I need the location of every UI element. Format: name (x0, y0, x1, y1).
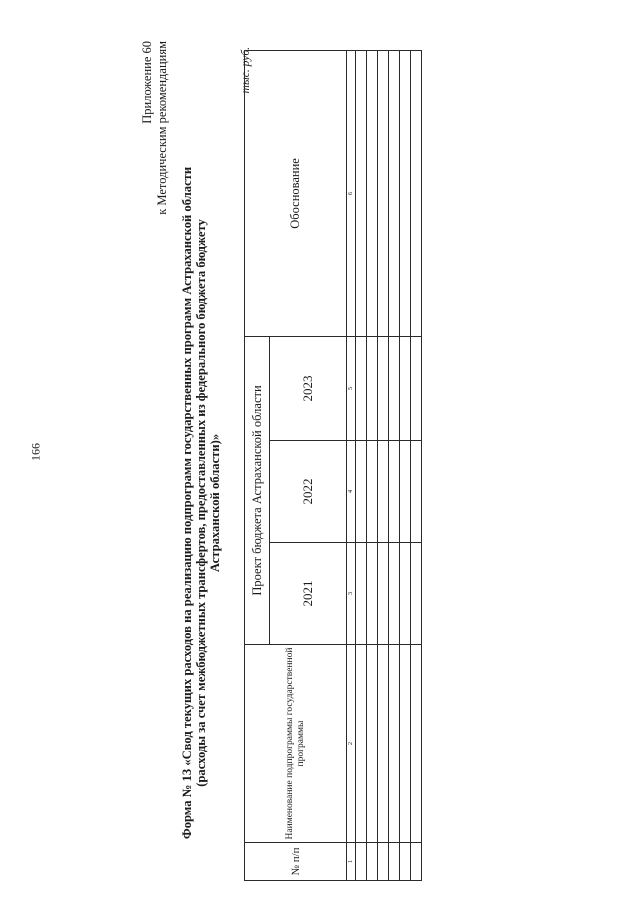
table-cell (411, 441, 422, 543)
table-row (367, 50, 378, 880)
column-number: 1 (347, 843, 356, 881)
table-cell (400, 843, 411, 881)
column-number: 4 (347, 441, 356, 543)
form-title-line-2: (расходы за счет межбюджетных трансфертов, предоставленных из федерального бюджета бюджету (194, 219, 208, 787)
column-number: 6 (347, 50, 356, 336)
appendix-note (140, 41, 170, 215)
table-cell (411, 843, 422, 881)
table-cell (411, 50, 422, 336)
table-cell (356, 843, 367, 881)
table-row (356, 50, 367, 880)
page-number: 166 (28, 443, 43, 461)
table-cell (400, 50, 411, 336)
table-cell (367, 336, 378, 440)
table-cell (400, 336, 411, 440)
table-row (389, 50, 400, 880)
table-cell (356, 543, 367, 645)
header-year-2022: 2022 (270, 441, 347, 543)
header-year-2021: 2021 (270, 543, 347, 645)
table-cell (356, 645, 367, 843)
appendix-subtitle: к Методическим рекомендациям (155, 41, 169, 215)
table-cell (378, 843, 389, 881)
rotated-content (140, 33, 420, 893)
table-cell (367, 543, 378, 645)
header-year-2023: 2023 (270, 336, 347, 440)
table-cell (356, 50, 367, 336)
table-cell (378, 543, 389, 645)
table-cell (367, 843, 378, 881)
table-cell (378, 645, 389, 843)
table-cell (400, 441, 411, 543)
table-row (411, 50, 422, 880)
budget-table (244, 50, 422, 881)
table-cell (389, 843, 400, 881)
table-body (356, 50, 422, 880)
header-budget-group: Проект бюджета Астраханской области (245, 336, 270, 644)
column-number: 2 (347, 645, 356, 843)
appendix-title: Приложение 60 (140, 41, 154, 124)
table-cell (389, 441, 400, 543)
table-cell (400, 543, 411, 645)
table-cell (389, 336, 400, 440)
header-subprogram-name: Наименование подпрограммы государственной программы (245, 645, 347, 843)
table-cell (378, 50, 389, 336)
table-cell (367, 50, 378, 336)
table-row (378, 50, 389, 880)
table-cell (356, 336, 367, 440)
column-number-row (347, 50, 356, 880)
table-cell (367, 441, 378, 543)
column-number: 3 (347, 543, 356, 645)
table-row (400, 50, 411, 880)
table-cell (411, 543, 422, 645)
table-cell (389, 50, 400, 336)
units-label: тыс. руб. (240, 47, 252, 94)
header-row-number: № п/п (245, 843, 347, 881)
column-number: 5 (347, 336, 356, 440)
form-title-line-3: Астраханской области)» (208, 433, 222, 573)
table-cell (411, 645, 422, 843)
table-cell (356, 441, 367, 543)
table-cell (389, 543, 400, 645)
table-cell (411, 336, 422, 440)
form-title (180, 113, 222, 893)
header-basis: Обоснование (245, 50, 347, 336)
form-title-line-1: Форма № 13 «Свод текущих расходов на реализацию подпрограмм государственных программ Астраханской области (180, 166, 194, 840)
table-cell (400, 645, 411, 843)
table-cell (378, 336, 389, 440)
table-cell (367, 645, 378, 843)
table-cell (378, 441, 389, 543)
table-cell (389, 645, 400, 843)
